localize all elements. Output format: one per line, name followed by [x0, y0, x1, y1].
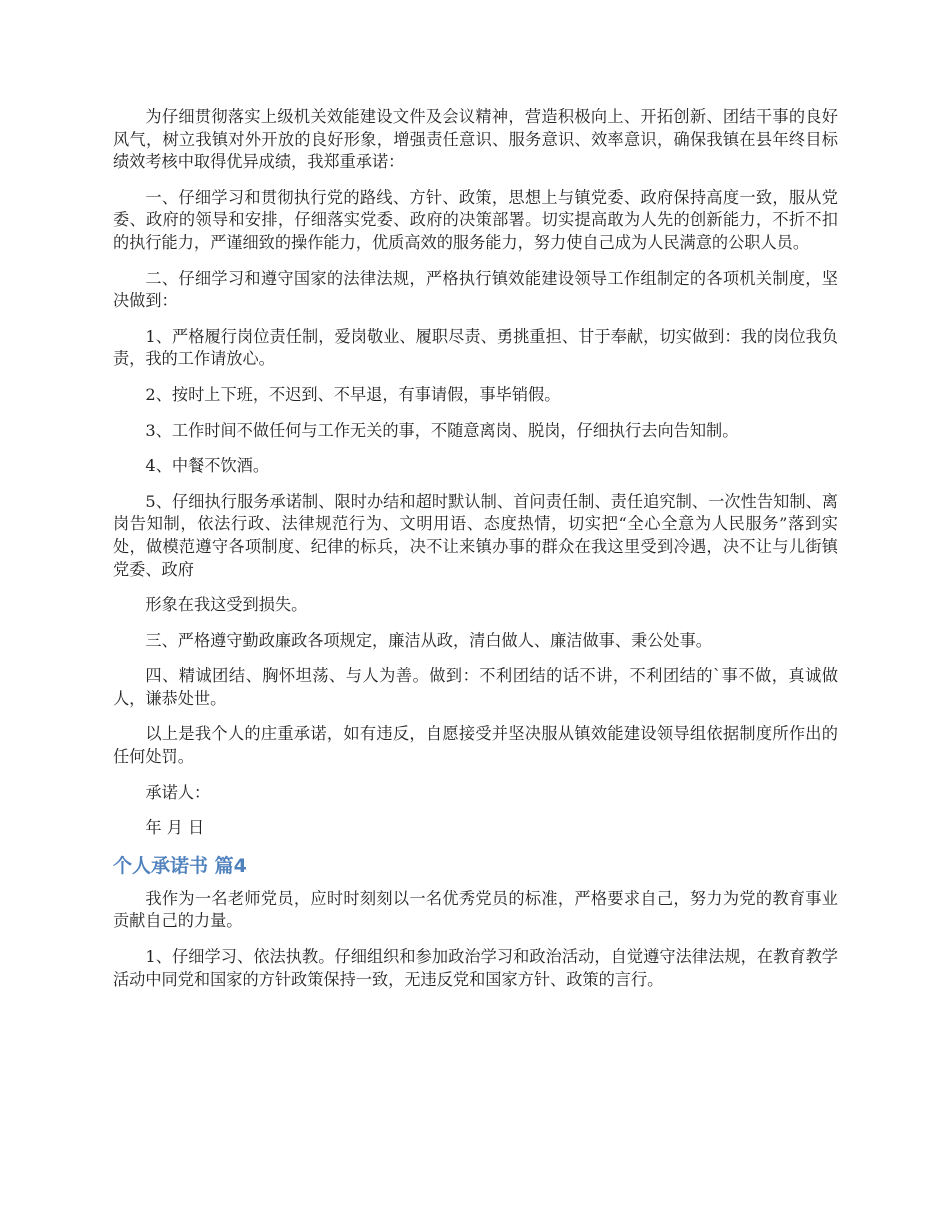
pledge-item-2: 二、仔细学习和遵守国家的法律法规，严格执行镇效能建设领导工作组制定的各项机关制度，坚决做到： [113, 268, 838, 311]
pledge-item-1: 一、仔细学习和贯彻执行党的路线、方针、政策，思想上与镇党委、政府保持高度一致，服从党委、政府的领导和安排，仔细落实党委、政府的决策部署。切实提高敢为人先的创新能力，不折不扣的执行能力，严谨细致的操作能力，优质高效的服务能力，努力使自己成为人民满意的公职人员。 [113, 187, 838, 252]
rule-item-2: 2、按时上下班，不迟到、不早退，有事请假，事毕销假。 [145, 384, 561, 404]
rule-item-4: 4、中餐不饮酒。 [145, 456, 270, 476]
rule-item-1: 1、严格履行岗位责任制，爱岗敬业、履职尽责、勇挑重担、甘于奉献，切实做到：我的岗位我负责，我的工作请放心。 [113, 326, 838, 369]
section2-item-1: 1、仔细学习、依法执教。仔细组织和参加政治学习和政治活动，自觉遵守法律法规，在教育教学活动中同党和国家的方针政策保持一致，无违反党和国家方针、政策的言行。 [113, 947, 838, 989]
closing-statement: 以上是我个人的庄重承诺，如有违反，自愿接受并坚决服从镇效能建设领导组依据制度所作出的任何处罚。 [113, 724, 838, 767]
pledge-item-3: 三、严格遵守勤政廉政各项规定，廉洁从政，清白做人、廉洁做事、秉公处事。 [145, 630, 712, 650]
date-line: 年 月 日 [145, 818, 205, 838]
rule-item-5-continued: 形象在我这受到损失。 [145, 595, 308, 615]
document-page [113, 106, 838, 991]
pledge-item-4: 四、精诚团结、胸怀坦荡、与人为善。做到：不利团结的话不讲，不利团结的`事不做，真诚做人，谦恭处世。 [113, 666, 838, 708]
signatory-label: 承诺人： [145, 782, 211, 802]
section2-intro-paragraph: 我作为一名老师党员，应时时刻刻以一名优秀党员的标准，严格要求自己，努力为党的教育事业贡献自己的力量。 [113, 888, 838, 931]
rule-item-3: 3、工作时间不做任何与工作无关的事，不随意离岗、脱岗，仔细执行去向告知制。 [145, 420, 739, 440]
rule-item-5: 5、仔细执行服务承诺制、限时办结和超时默认制、首问责任制、责任追究制、一次性告知制、离岗告知制，依法行政、法律规范行为、文明用语、态度热情，切实把“全心全意为人民服务”落到实处，做模范遵守各项制度、纪律的标兵，决不让来镇办事的群众在我这里受到冷遇，决不让与儿街镇党委、政府 [113, 491, 838, 579]
section-heading: 个人承诺书 篇4 [113, 854, 247, 877]
intro-paragraph: 为仔细贯彻落实上级机关效能建设文件及会议精神，营造积极向上、开拓创新、团结干事的良好风气，树立我镇对外开放的良好形象，增强责任意识、服务意识、效率意识，确保我镇在县年终目标绩效考核中取得优异成绩，我郑重承诺： [113, 107, 838, 172]
